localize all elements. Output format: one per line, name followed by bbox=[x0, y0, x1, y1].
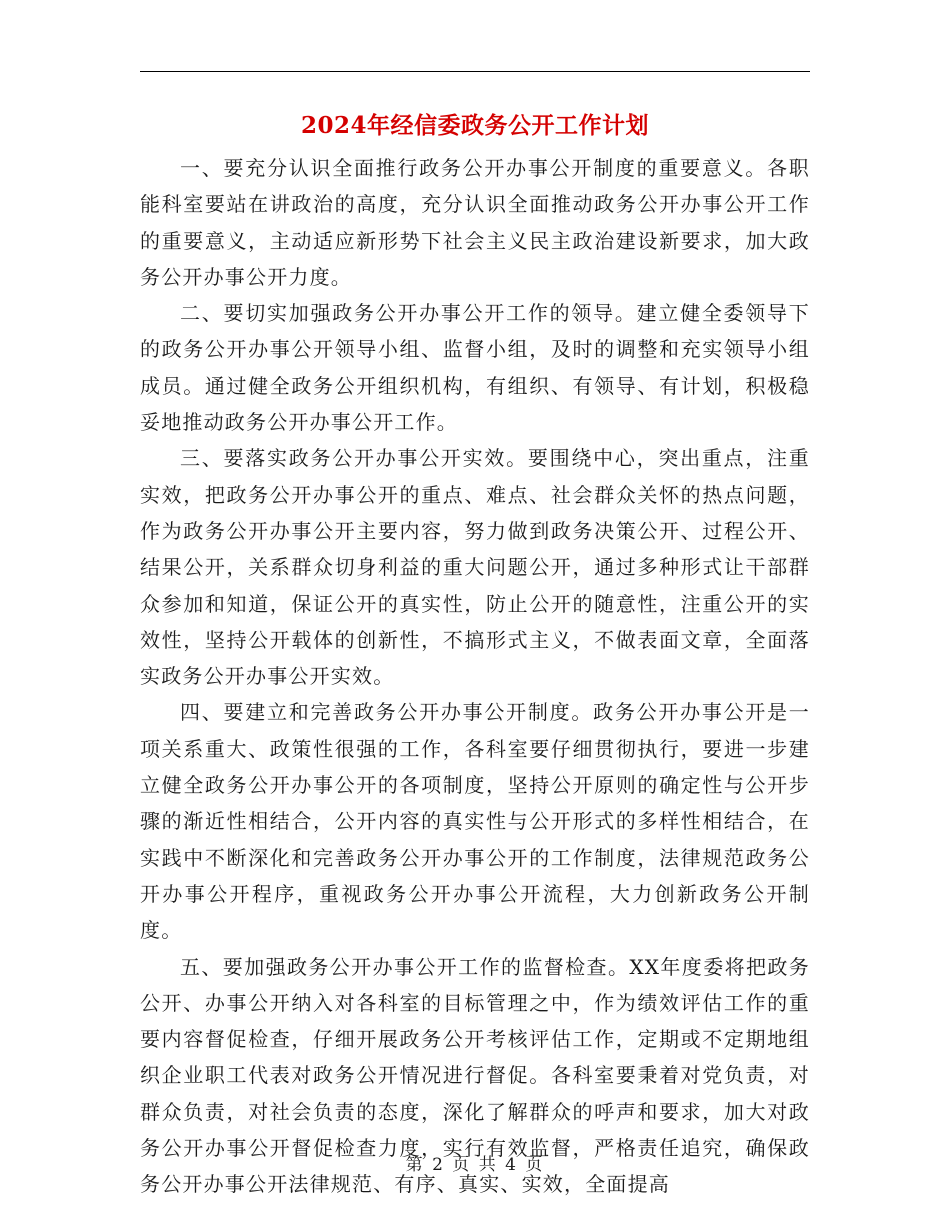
paragraph-1: 一、要充分认识全面推行政务公开办事公开制度的重要意义。各职能科室要站在讲政治的高度，充分认识全面推动政务公开办事公开工作的重要意义，主动适应新形势下社会主义民主政治建设新要求，加大政务公开办事公开力度。 bbox=[140, 156, 810, 289]
document-body bbox=[140, 150, 810, 1203]
paragraph-4: 四、要建立和完善政务公开办事公开制度。政务公开办事公开是一项关系重大、政策性很强的工作，各科室要仔细贯彻执行，要进一步建立健全政务公开办事公开的各项制度，坚持公开原则的确定性与公开步骤的渐近性相结合，公开内容的真实性与公开形式的多样性相结合，在实践中不断深化和完善政务公开办事公开的工作制度，法律规范政务公开办事公开程序，重视政务公开办事公开流程，大力创新政务公开制度。 bbox=[140, 700, 810, 943]
paragraph-5: 五、要加强政务公开办事公开工作的监督检查。XX年度委将把政务公开、办事公开纳入对各科室的目标管理之中，作为绩效评估工作的重要内容督促检查，仔细开展政务公开考核评估工作，定期或不定期地组织企业职工代表对政务公开情况进行督促。各科室要秉着对党负责，对群众负责，对社会负责的态度，深化了解群众的呼声和要求，加大对政务公开办事公开督促检查力度，实行有效监督，严格责任追究，确保政务公开办事公开法律规范、有序、真实、实效，全面提高 bbox=[140, 954, 810, 1197]
header-rule bbox=[140, 71, 810, 72]
document-title: 2024年经信委政务公开工作计划 bbox=[300, 112, 649, 139]
page-number-footer: 第 2 页 共 4 页 bbox=[405, 1155, 545, 1175]
paragraph-2: 二、要切实加强政务公开办事公开工作的领导。建立健全委领导下的政务公开办事公开领导小组、监督小组，及时的调整和充实领导小组成员。通过健全政务公开组织机构，有组织、有领导、有计划，积极稳妥地推动政务公开办事公开工作。 bbox=[140, 301, 810, 435]
paragraph-3: 三、要落实政务公开办事公开实效。要围绕中心，突出重点，注重实效，把政务公开办事公开的重点、难点、社会群众关怀的热点问题，作为政务公开办事公开主要内容，努力做到政务决策公开、过程公开、结果公开，关系群众切身利益的重大问题公开，通过多种形式让干部群众参加和知道，保证公开的真实性，防止公开的随意性，注重公开的实效性，坚持公开载体的创新性，不搞形式主义，不做表面文章，全面落实政务公开办事公开实效。 bbox=[140, 446, 810, 689]
